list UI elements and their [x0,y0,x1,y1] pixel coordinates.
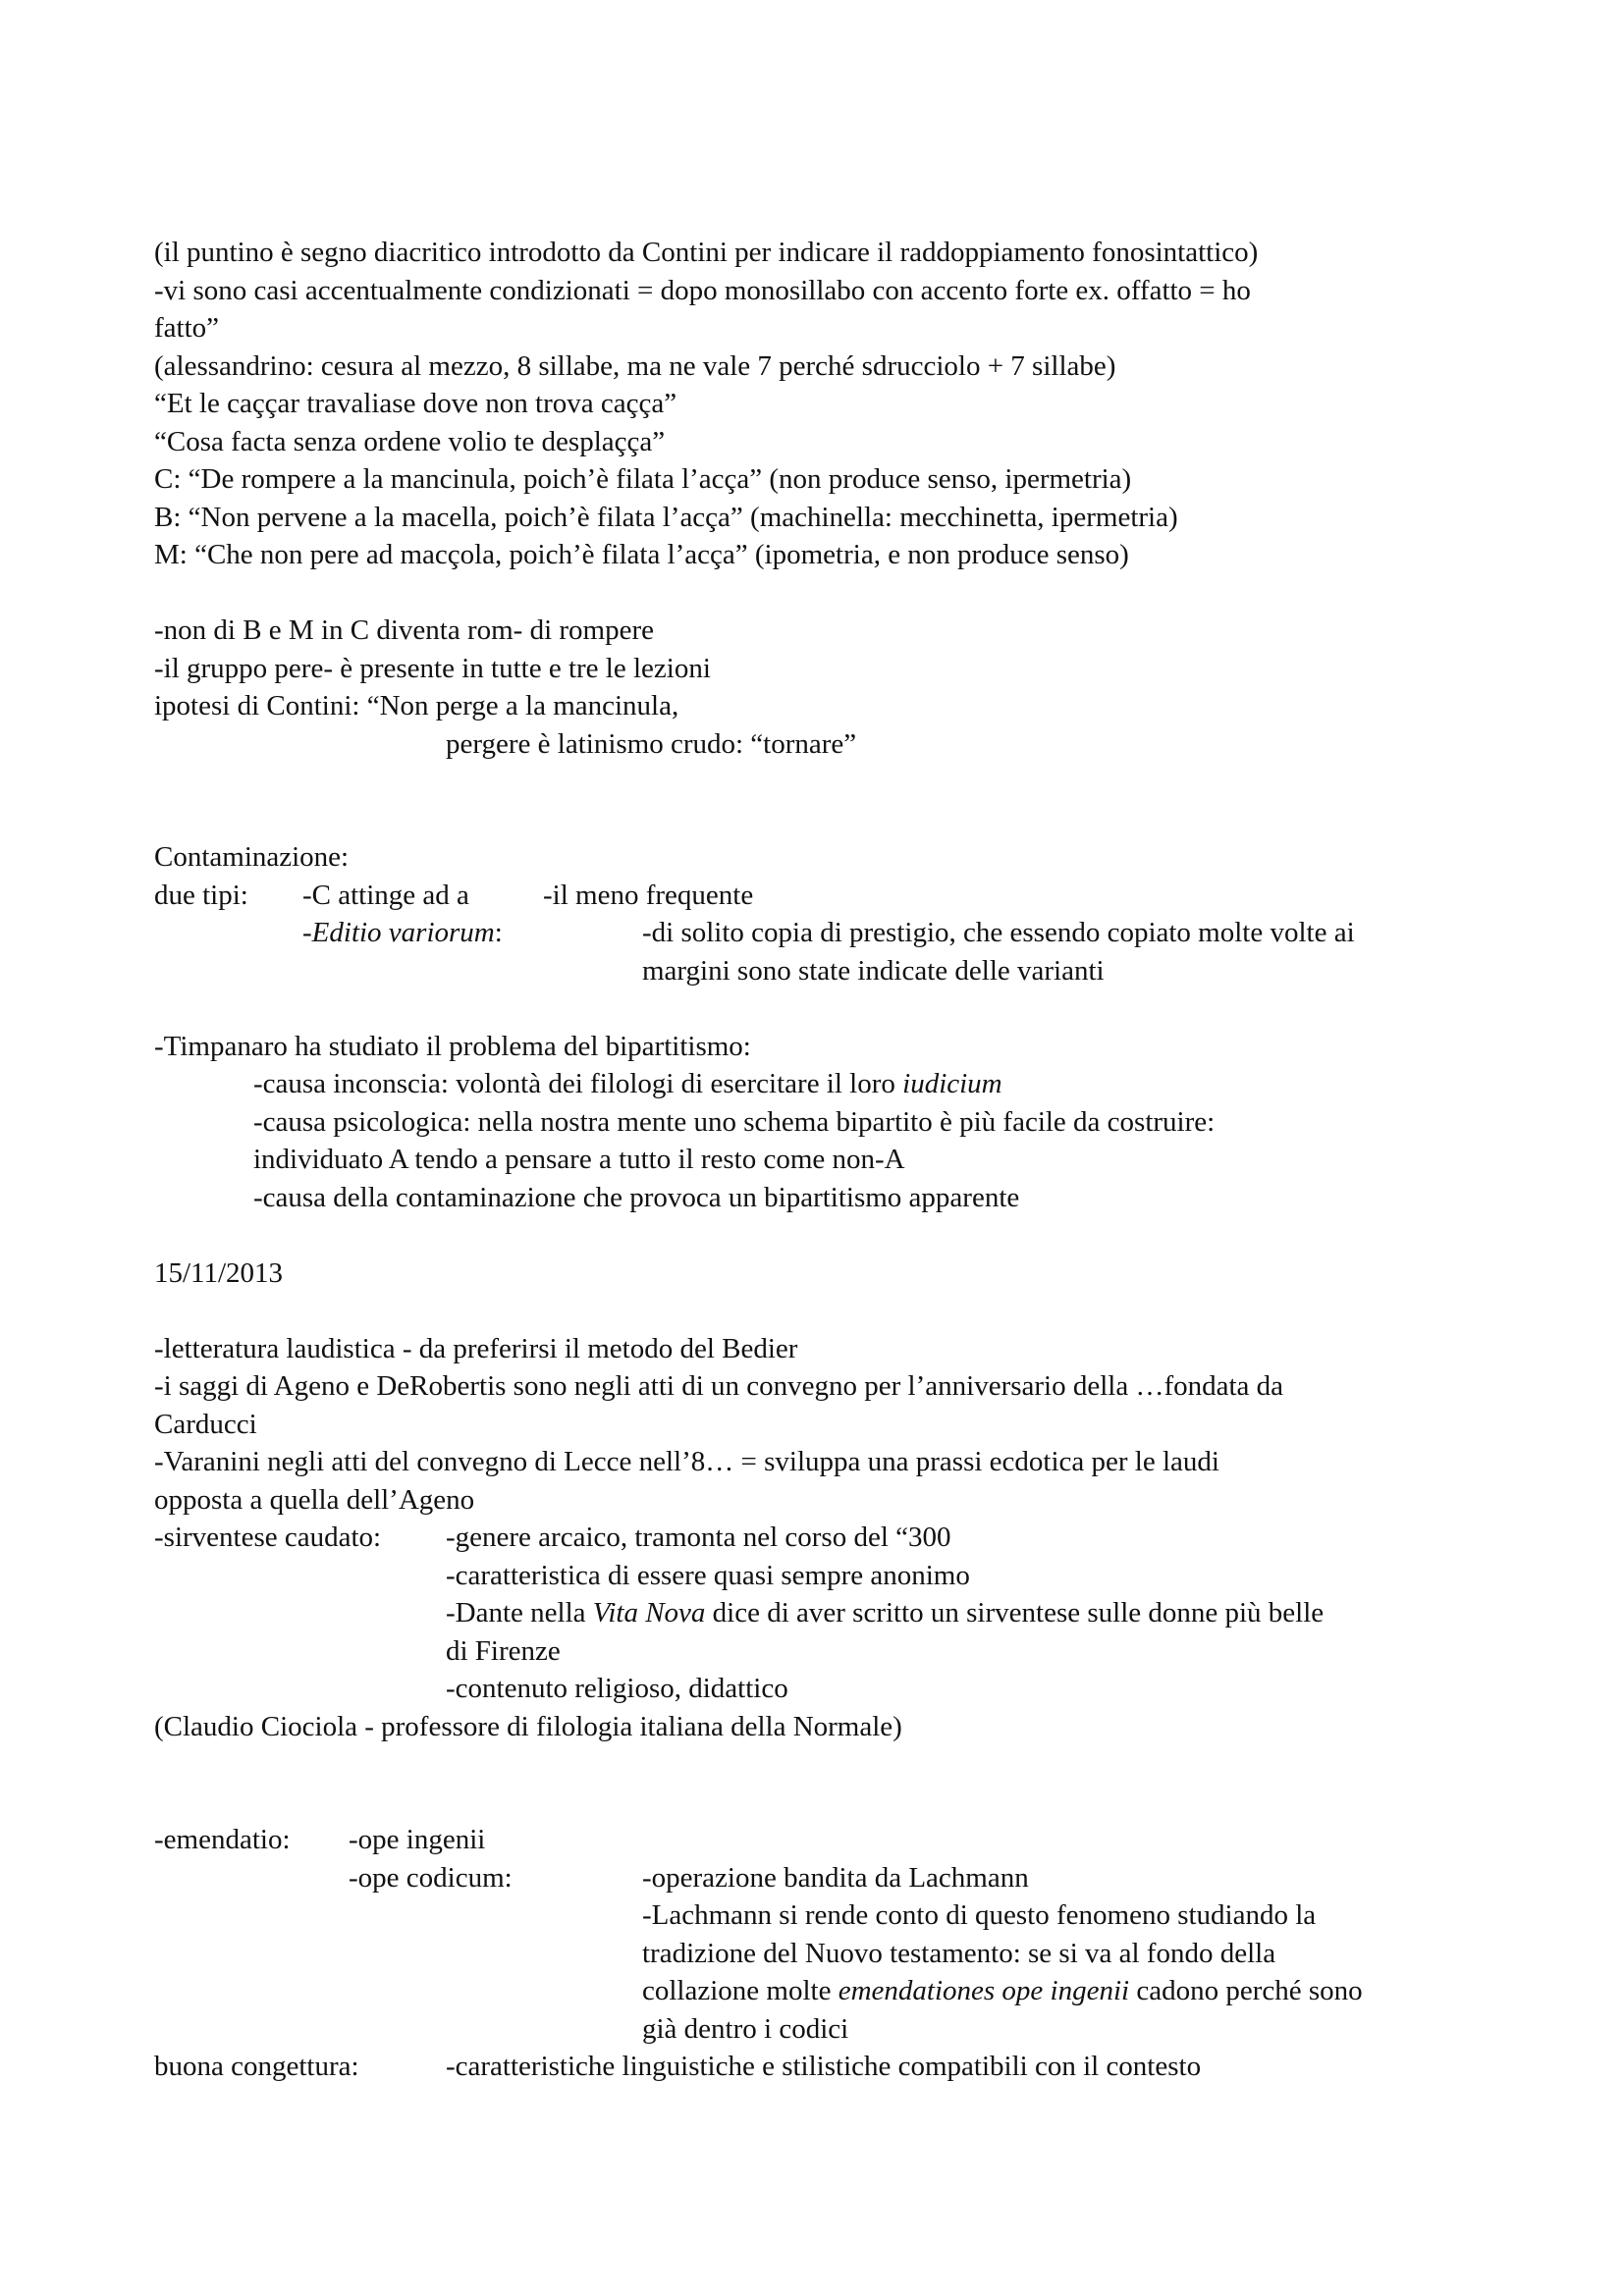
italic-term: iudicium [902,1068,1002,1099]
term-label: -emendatio: [154,1824,291,1855]
term-label: buona congettura: [154,2051,359,2082]
text-fragment: - [302,917,312,948]
text-fragment: -Dante nella [446,1597,593,1629]
text-line: -vi sono casi accentualmente condizionati = dopo monosillabo con accento forte ex. offatto = ho [154,275,1251,306]
text-line: opposta a quella dell’Ageno [154,1484,475,1516]
text-line: pergere è latinismo crudo: “tornare” [446,728,857,760]
text-line [253,1070,1002,1098]
text-line: tradizione del Nuovo testamento: se si va al fondo della [642,1938,1276,1969]
text-line: -ope codicum: [349,1862,513,1894]
text-fragment: : [494,917,503,948]
text-line: “Et le caççar travaliase dove non trova caççа” [154,388,677,419]
text-line: -il meno frequente [543,880,754,911]
italic-term: Vita Nova [592,1597,706,1629]
text-line: M: “Che non pere ad macçola, poich’è filata l’acça” (ipometria, e non produce senso) [154,539,1129,570]
text-line: -il gruppo pere- è presente in tutte e tre le lezioni [154,653,711,684]
text-line: -ope ingenii [349,1824,486,1855]
text-line: -Timpanaro ha studiato il problema del bipartitismo: [154,1031,751,1062]
text-line: -di solito copia di prestigio, che essendo copiato molte volte ai [642,917,1355,948]
text-line: -Varanini negli atti del convegno di Lecce nell’8… = sviluppa una prassi ecdotica per le laudi [154,1446,1219,1477]
text-line: -causa psicologica: nella nostra mente uno schema bipartito è più facile da costruire: [253,1106,1216,1138]
text-line: Carducci [154,1409,257,1440]
text-fragment: dice di aver scritto un sirventese sulle donne più belle [705,1597,1325,1629]
text-fragment: collazione molte [642,1975,839,2006]
section-heading: Contaminazione: [154,841,350,873]
text-line: -contenuto religioso, didattico [446,1673,788,1704]
text-line: -C attinge ad a [302,880,469,911]
text-line [642,1977,1363,2005]
text-line: “Cosa facta senza ordene volio te desplaçça” [154,426,666,457]
text-line: (il puntino è segno diacritico introdotto da Contini per indicare il raddoppiamento fonosintattico) [154,237,1259,268]
text-fragment: cadono perché sono [1129,1975,1363,2006]
text-line: individuato A tendo a pensare a tutto il resto come non-A [253,1144,905,1175]
date-heading: 15/11/2013 [154,1257,284,1289]
text-line: -Lachmann si rende conto di questo fenomeno studiando la [642,1899,1317,1931]
text-line: di Firenze [446,1635,561,1667]
text-line: -caratteristiche linguistiche e stilistiche compatibili con il contesto [446,2051,1202,2082]
text-line: C: “De rompere a la mancinula, poich’è filata l’acça” (non produce senso, ipermetria) [154,463,1132,495]
text-line: già dentro i codici [642,2013,849,2045]
italic-term: emendationes ope ingenii [838,1975,1130,2006]
italic-term: Editio variorum [311,917,495,948]
text-line: (Claudio Ciociola - professore di filologia italiana della Normale) [154,1711,902,1742]
text-line: -caratteristica di essere quasi sempre anonimo [446,1560,970,1591]
text-line [446,1599,1324,1628]
term-label: due tipi: [154,880,248,911]
text-line: margini sono state indicate delle varianti [642,955,1105,987]
term-label: -sirventese caudato: [154,1522,382,1553]
text-line: -operazione bandita da Lachmann [642,1862,1029,1894]
text-line: ipotesi di Contini: “Non perge a la mancinula, [154,690,679,721]
text-line: B: “Non pervene a la macella, poich’è filata l’acça” (machinella: mecchinetta, ipermetria) [154,502,1178,533]
text-line: fatto” [154,312,220,344]
text-line: -i saggi di Ageno e DeRobertis sono negli atti di un convegno per l’anniversario della …fondata da [154,1370,1284,1402]
text-line: -letteratura laudistica - da preferirsi il metodo del Bedier [154,1333,798,1364]
text-line: -causa della contaminazione che provoca un bipartitismo apparente [253,1182,1020,1213]
text-line [302,919,503,947]
text-line: -non di B e M in C diventa rom- di rompere [154,614,655,646]
text-line: (alessandrino: cesura al mezzo, 8 sillabe, ma ne vale 7 perché sdrucciolo + 7 sillabe) [154,350,1116,382]
text-line: -genere arcaico, tramonta nel corso del “300 [446,1522,951,1553]
text-fragment: -causa inconscia: volontà dei filologi di esercitare il loro [253,1068,903,1099]
